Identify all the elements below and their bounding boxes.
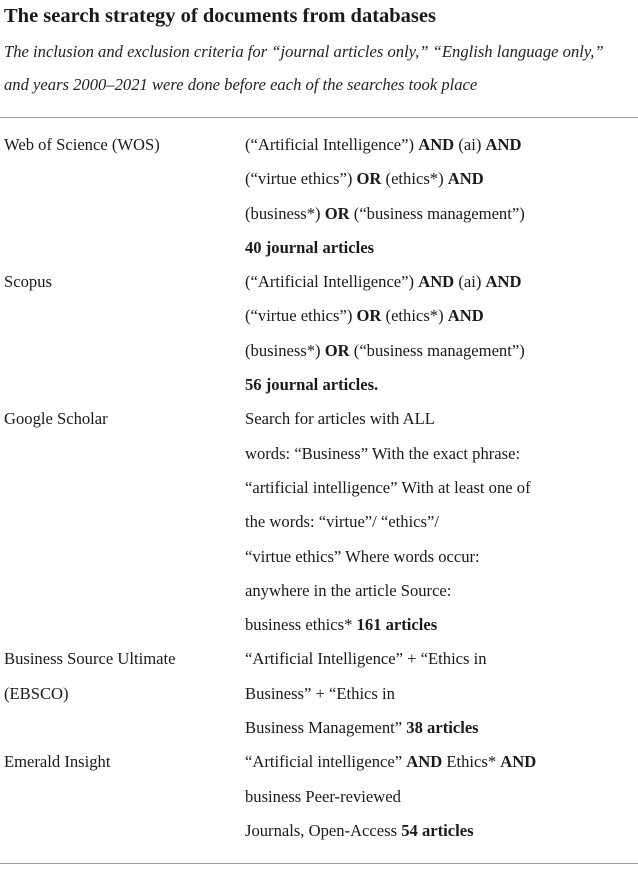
- search-strategy-cell: [245, 642, 635, 745]
- bold-text: 38 articles: [406, 718, 479, 738]
- table-row: [0, 642, 638, 745]
- database-name-line: Google Scholar: [4, 409, 108, 429]
- text-segment: (“Artificial Intelligence”): [245, 135, 419, 154]
- text-segment: “virtue ethics” Where words occur:: [245, 546, 480, 566]
- database-name-line: (EBSCO): [4, 683, 69, 703]
- database-name-line: Scopus: [4, 272, 52, 292]
- database-name-line: Emerald Insight: [4, 752, 111, 772]
- table-row: [0, 265, 638, 402]
- table-row: [0, 745, 638, 848]
- top-rule: [0, 117, 638, 118]
- search-strategy-cell: [245, 265, 635, 402]
- bold-text: AND: [485, 135, 522, 154]
- text-segment: the words: “virtue”/ “ethics”/: [245, 512, 439, 532]
- search-strategy-cell: [245, 128, 635, 265]
- text-segment: business Peer-reviewed: [245, 786, 401, 806]
- text-segment: Journals, Open-Access: [245, 820, 402, 840]
- text-segment: (ai): [454, 135, 486, 154]
- strategy-line: [245, 540, 635, 574]
- text-segment: “Artificial intelligence”: [245, 752, 407, 772]
- bold-text: AND: [418, 272, 455, 292]
- strategy-line: [245, 231, 635, 265]
- text-segment: (ai): [454, 272, 486, 292]
- bold-text: 54 articles: [401, 820, 474, 840]
- text-segment: (“virtue ethics”): [245, 306, 357, 326]
- database-cell: [0, 265, 245, 402]
- strategy-line: [245, 437, 635, 471]
- strategy-line: [245, 299, 635, 333]
- strategy-line: [245, 642, 635, 676]
- text-segment: words: “Business” With the exact phrase:: [245, 443, 521, 463]
- text-segment: (“Artificial Intelligence”): [245, 272, 419, 292]
- text-segment: business ethics*: [245, 615, 357, 635]
- database-name-line: Business Source Ultimate: [4, 649, 176, 669]
- strategy-line: [245, 471, 635, 505]
- search-strategy-cell: [245, 402, 635, 642]
- text-segment: (business*): [245, 203, 325, 223]
- strategy-line: [245, 265, 635, 299]
- strategy-line: [245, 128, 635, 162]
- bold-text: OR: [324, 340, 350, 360]
- strategy-line: [245, 745, 635, 779]
- table-title: The search strategy of documents from databases: [4, 5, 436, 27]
- table-body: [0, 128, 638, 848]
- text-segment: Search for articles with ALL: [245, 409, 435, 429]
- strategy-line: [245, 677, 635, 711]
- text-segment: (“business management”): [349, 340, 525, 360]
- text-segment: (ethics*): [381, 169, 448, 189]
- text-segment: Business” + “Ethics in: [245, 683, 395, 703]
- text-segment: anywhere in the article Source:: [245, 580, 452, 600]
- database-cell: [0, 745, 245, 848]
- text-segment: (business*): [245, 340, 325, 360]
- table-row: [0, 402, 638, 642]
- bold-text: AND: [447, 306, 484, 326]
- database-cell: [0, 402, 245, 642]
- text-segment: “artificial intelligence” With at least one of: [245, 477, 531, 497]
- strategy-line: [245, 711, 635, 745]
- strategy-line: [245, 608, 635, 642]
- database-name-line: Web of Science (WOS): [4, 135, 160, 154]
- strategy-line: [245, 197, 635, 231]
- strategy-line: [245, 505, 635, 539]
- strategy-line: [245, 402, 635, 436]
- strategy-line: [245, 814, 635, 848]
- bottom-rule: [0, 863, 638, 864]
- strategy-line: [245, 368, 635, 402]
- strategy-line: [245, 780, 635, 814]
- text-segment: Business Management”: [245, 718, 407, 738]
- strategy-line: [245, 162, 635, 196]
- database-cell: [0, 642, 245, 745]
- text-segment: “Artificial Intelligence” + “Ethics in: [245, 649, 487, 669]
- text-segment: Ethics*: [442, 752, 501, 772]
- text-segment: (“business management”): [349, 203, 525, 223]
- bold-text: OR: [356, 306, 382, 326]
- strategy-line: [245, 334, 635, 368]
- bold-text: 40 journal articles: [245, 237, 375, 257]
- text-segment: (“virtue ethics”): [245, 169, 357, 189]
- bold-text: AND: [447, 169, 484, 189]
- text-segment: (ethics*): [381, 306, 448, 326]
- bold-text: AND: [406, 752, 443, 772]
- bold-text: 56 journal articles.: [245, 375, 379, 395]
- table-row: [0, 128, 638, 265]
- database-cell: [0, 128, 245, 265]
- strategy-line: [245, 574, 635, 608]
- bold-text: AND: [485, 272, 522, 292]
- bold-text: OR: [356, 169, 382, 189]
- bold-text: AND: [500, 752, 537, 772]
- bold-text: OR: [324, 203, 350, 223]
- search-strategy-cell: [245, 745, 635, 848]
- bold-text: 161 articles: [356, 615, 438, 635]
- table-caption: The inclusion and exclusion criteria for “journal articles only,” “English language only,” and years 2000–2021 were done before each of the searches took place: [4, 42, 604, 94]
- bold-text: AND: [418, 135, 455, 154]
